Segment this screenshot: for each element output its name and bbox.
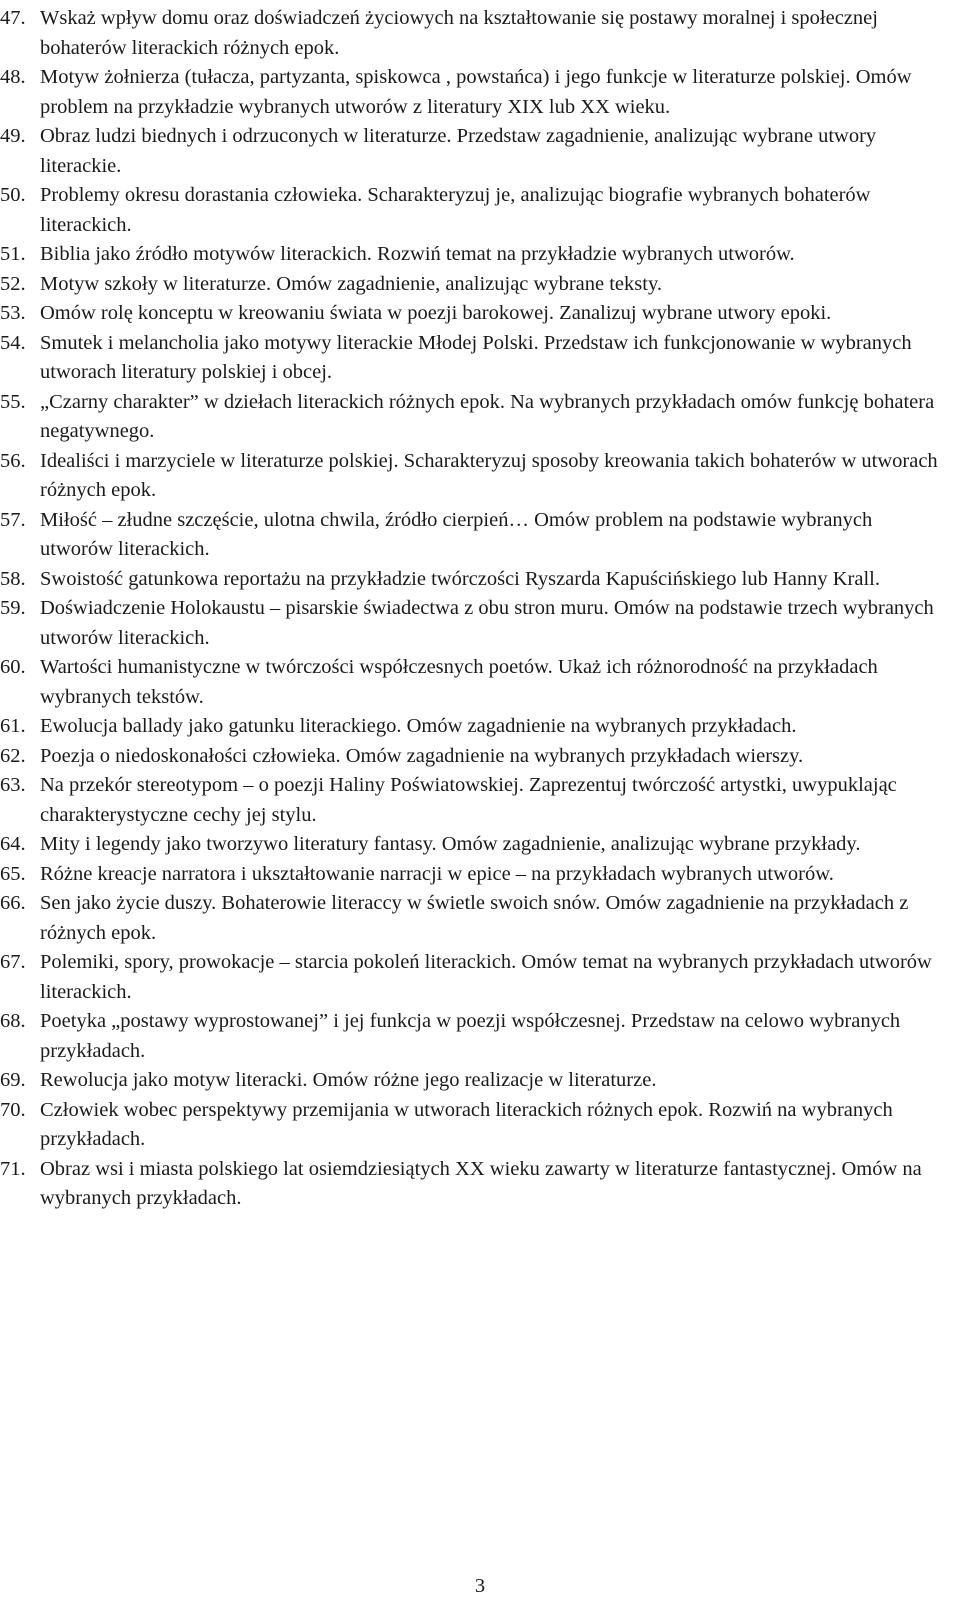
topic-number: 55. (0, 390, 26, 413)
topic-item (0, 594, 960, 653)
topic-text: Omów rolę konceptu w kreowaniu świata w poezji barokowej. Zanalizuj wybrane utwory epoki. (40, 302, 832, 324)
page-number: 3 (474, 1575, 486, 1597)
topic-item (0, 388, 960, 447)
topic-number: 71. (0, 1157, 26, 1180)
topic-text: Wskaż wpływ domu oraz doświadczeń życiowych na kształtowanie się postawy moralnej i społecznej bohaterów literackich różnych epok. (40, 7, 878, 59)
topic-number: 70. (0, 1098, 26, 1121)
topic-number: 48. (0, 66, 26, 88)
topic-item (0, 63, 960, 122)
topic-text: Różne kreacje narratora i ukształtowanie narracji w epice – na przykładach wybranych utworów. (40, 862, 834, 885)
topic-text: Doświadczenie Holokaustu – pisarskie świadectwa z obu stron muru. Omów na podstawie trzech wybranych utworów literackich. (40, 597, 934, 649)
topic-number: 52. (0, 272, 26, 295)
topic-number: 49. (0, 125, 26, 147)
topic-item (0, 181, 960, 240)
topic-number: 60. (0, 656, 26, 678)
topic-number: 59. (0, 597, 26, 619)
topic-text: Problemy okresu dorastania człowieka. Scharakteryzuj je, analizując biografie wybranych bohaterów literackich. (40, 184, 871, 236)
topic-number: 47. (0, 7, 26, 29)
topic-item (0, 270, 960, 300)
topic-text: Wartości humanistyczne w twórczości współczesnych poetów. Ukaż ich różnorodność na przykładach wybranych tekstów. (40, 656, 878, 708)
topic-item (0, 712, 960, 742)
topic-text: Swoistość gatunkowa reportażu na przykładzie twórczości Ryszarda Kapuścińskiego lub Hanny Krall. (40, 567, 880, 590)
topic-text: Rewolucja jako motyw literacki. Omów różne jego realizacje w literaturze. (40, 1069, 657, 1091)
topic-number: 69. (0, 1069, 26, 1091)
topic-number: 56. (0, 449, 26, 472)
topic-item (0, 771, 960, 830)
topic-item (0, 860, 960, 890)
topic-text: Miłość – złudne szczęście, ulotna chwila, źródło cierpień… Omów problem na podstawie wybranych utworów literackich. (40, 508, 873, 560)
topic-text: „Czarny charakter” w dziełach literackich różnych epok. Na wybranych przykładach omów funkcję bohatera negatywnego. (40, 390, 935, 442)
topic-item (0, 830, 960, 860)
topic-text: Biblia jako źródło motywów literackich. Rozwiń temat na przykładzie wybranych utworów. (40, 243, 795, 265)
topic-item (0, 1066, 960, 1096)
topic-list (0, 4, 960, 1214)
topic-text: Człowiek wobec perspektywy przemijania w utworach literackich różnych epok. Rozwiń na wybranych przykładach. (40, 1098, 893, 1150)
topic-number: 54. (0, 331, 26, 354)
topic-number: 65. (0, 862, 26, 885)
topic-number: 66. (0, 892, 26, 914)
topic-item (0, 240, 960, 270)
topic-text: Ewolucja ballady jako gatunku literackiego. Omów zagadnienie na wybranych przykładach. (40, 715, 797, 737)
topic-text: Sen jako życie duszy. Bohaterowie literaccy w świetle swoich snów. Omów zagadnienie na przykładach z różnych epok. (40, 892, 909, 944)
topic-text: Obraz wsi i miasta polskiego lat osiemdziesiątych XX wieku zawarty w literaturze fantastycznej. Omów na wybranych przykładach. (40, 1157, 922, 1209)
topic-item (0, 506, 960, 565)
topic-number: 64. (0, 833, 26, 855)
topic-text: Polemiki, spory, prowokacje – starcia pokoleń literackich. Omów temat na wybranych przykładach utworów literackich. (40, 951, 932, 1003)
topic-item (0, 889, 960, 948)
topic-item (0, 1096, 960, 1155)
topic-number: 53. (0, 302, 26, 324)
topic-text: Na przekór stereotypom – o poezji Haliny Poświatowskiej. Zaprezentuj twórczość artystki, uwypuklając charakterystyczne cechy jej stylu. (40, 774, 897, 826)
topic-text: Poezja o niedoskonałości człowieka. Omów zagadnienie na wybranych przykładach wierszy. (40, 744, 804, 767)
topic-item (0, 299, 960, 329)
topic-number: 67. (0, 951, 26, 973)
topic-item (0, 565, 960, 595)
topic-text: Motyw żołnierza (tułacza, partyzanta, spiskowca , powstańca) i jego funkcje w literaturze polskiej. Omów problem na przykładzie wybranych utworów z literatury XIX lub XX wieku. (40, 66, 912, 118)
topic-number: 51. (0, 243, 26, 265)
topic-item (0, 948, 960, 1007)
topic-text: Poetyka „postawy wyprostowanej” i jej funkcja w poezji współczesnej. Przedstaw na celowo wybranych przykładach. (40, 1010, 901, 1062)
topic-text: Idealiści i marzyciele w literaturze polskiej. Scharakteryzuj sposoby kreowania takich bohaterów w utworach różnych epok. (40, 449, 938, 501)
topic-number: 63. (0, 774, 26, 796)
topic-item (0, 4, 960, 63)
topic-text: Smutek i melancholia jako motywy literackie Młodej Polski. Przedstaw ich funkcjonowanie w wybranych utworach literatury polskiej i obcej. (40, 331, 912, 383)
topic-item (0, 1155, 960, 1214)
topic-item (0, 1007, 960, 1066)
topic-text: Motyw szkoły w literaturze. Omów zagadnienie, analizując wybrane teksty. (40, 272, 662, 295)
topic-number: 50. (0, 184, 26, 206)
topic-number: 58. (0, 567, 26, 590)
topic-item (0, 122, 960, 181)
topic-text: Mity i legendy jako tworzywo literatury fantasy. Omów zagadnienie, analizując wybrane przykłady. (40, 833, 861, 855)
topic-number: 62. (0, 744, 26, 767)
topic-text: Obraz ludzi biednych i odrzuconych w literaturze. Przedstaw zagadnienie, analizując wybrane utwory literackie. (40, 125, 877, 177)
topic-item (0, 742, 960, 772)
topic-item (0, 653, 960, 712)
topic-number: 57. (0, 508, 26, 531)
topic-item (0, 447, 960, 506)
topic-number: 61. (0, 715, 26, 737)
topic-item (0, 329, 960, 388)
topic-number: 68. (0, 1010, 26, 1032)
